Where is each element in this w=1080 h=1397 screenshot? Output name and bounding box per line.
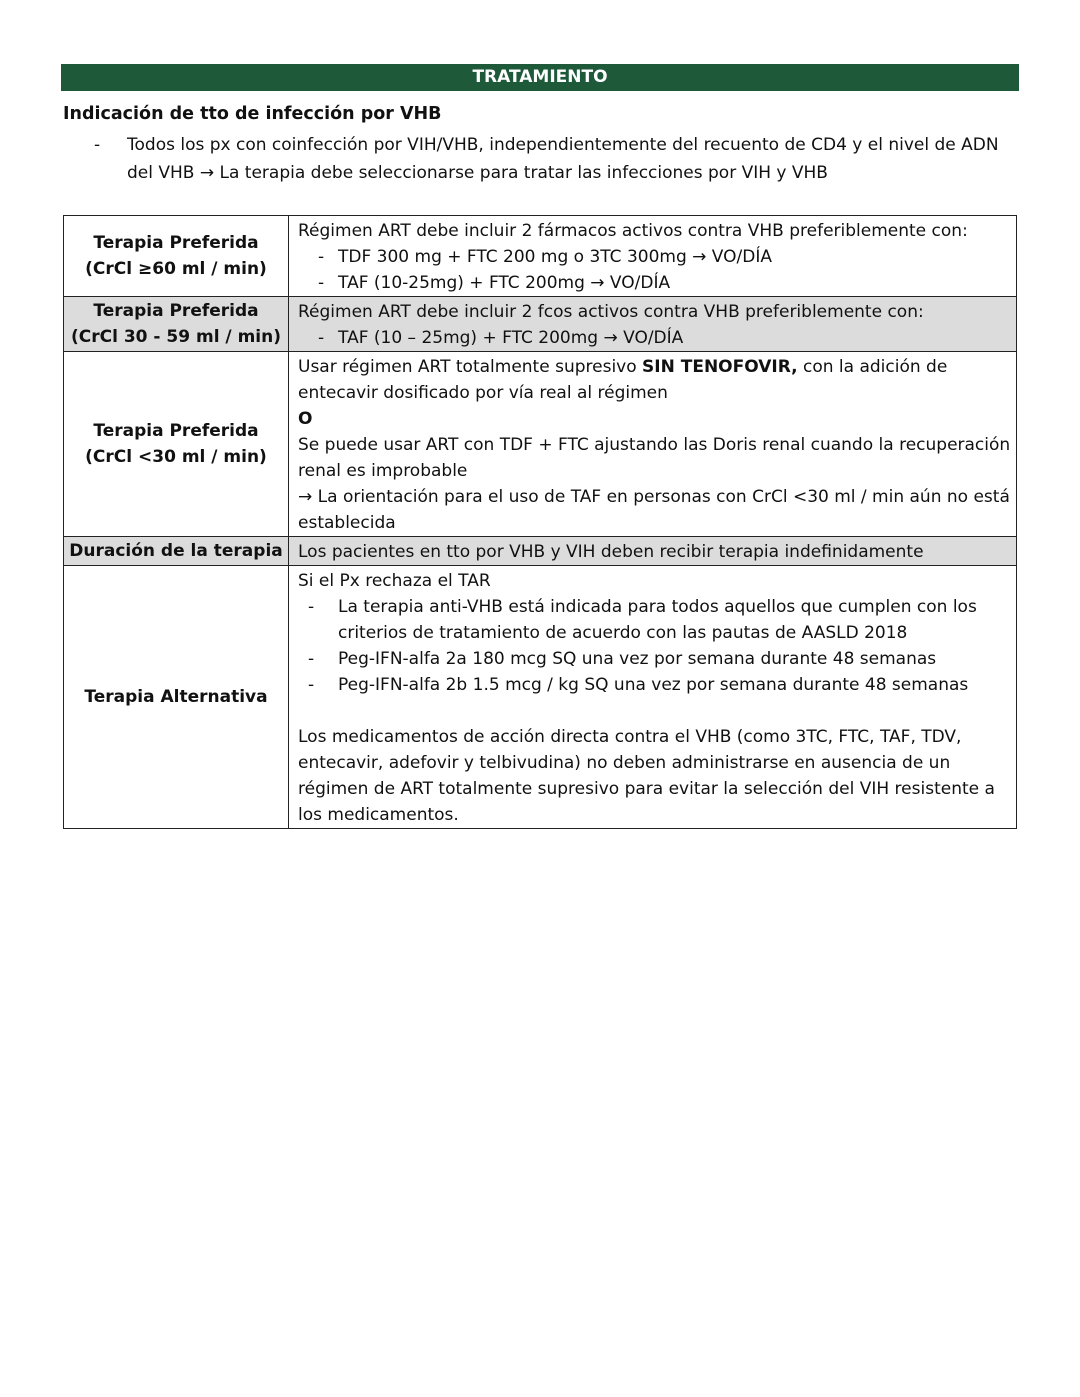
table-row — [64, 297, 1017, 352]
indication-text: Todos los px con coinfección por VIH/VHB, independientemente del recuento de CD4 y el nivel de ADN del VHB → La terapia debe seleccionarse para tratar las infecciones por VIH y VHB — [127, 135, 999, 183]
or-separator: O — [298, 409, 313, 429]
content-intro: Si el Px rechaza el TAR — [298, 571, 491, 591]
bullet-list — [298, 594, 1012, 698]
list-item: - Peg-IFN-alfa 2a 180 mcg SQ una vez por semana durante 48 semanas — [298, 646, 1012, 672]
label-line: (CrCl ≥60 ml / min) — [85, 259, 267, 279]
row-content — [289, 352, 1017, 537]
table-row — [64, 352, 1017, 537]
table-row — [64, 216, 1017, 297]
label-line: (CrCl <30 ml / min) — [85, 447, 267, 467]
treatment-table — [63, 215, 1017, 829]
bullet-list — [298, 244, 1012, 296]
label-line: Terapia Preferida — [93, 233, 259, 253]
indication-bullet — [94, 131, 1024, 187]
row-content — [289, 566, 1017, 829]
row-label: Duración de la terapia — [64, 537, 289, 566]
paragraph: Se puede usar ART con TDF + FTC ajustando las Doris renal cuando la recuperación renal es improbable — [298, 435, 1011, 481]
row-label: Terapia Alternativa — [64, 566, 289, 829]
label-line: (CrCl 30 - 59 ml / min) — [71, 327, 281, 347]
table-row — [64, 566, 1017, 829]
row-label — [64, 297, 289, 352]
list-item: - TAF (10 – 25mg) + FTC 200mg → VO/DÍA — [298, 325, 1012, 351]
section-banner — [61, 64, 1019, 91]
row-content — [289, 297, 1017, 352]
content-intro: Régimen ART debe incluir 2 fcos activos contra VHB preferiblemente con: — [298, 302, 924, 322]
list-item: - Peg-IFN-alfa 2b 1.5 mcg / kg SQ una vez por semana durante 48 semanas — [298, 672, 1012, 698]
indication-heading: Indicación de tto de infección por VHB — [63, 104, 442, 124]
row-label — [64, 216, 289, 297]
bullet-dash: - — [94, 135, 101, 155]
paragraph: Los medicamentos de acción directa contra el VHB (como 3TC, FTC, TAF, TDV, entecavir, adefovir y telbivudina) no deben administrarse en ausencia de un régimen de ART totalmente supresivo para evitar la selección del VIH resistente a los medicamentos. — [298, 727, 995, 825]
row-label — [64, 352, 289, 537]
list-item: - La terapia anti-VHB está indicada para todos aquellos que cumplen con los criterios de tratamiento de acuerdo con las pautas de AASLD 2018 — [298, 594, 1012, 646]
paragraph: → La orientación para el uso de TAF en personas con CrCl <30 ml / min aún no está establecida — [298, 487, 1010, 533]
content-intro: Régimen ART debe incluir 2 fármacos activos contra VHB preferiblemente con: — [298, 221, 968, 241]
label-line: Terapia Preferida — [93, 301, 259, 321]
bullet-list — [298, 325, 1012, 351]
banner-title: TRATAMIENTO — [472, 67, 608, 87]
paragraph: Usar régimen ART totalmente supresivo SIN TENOFOVIR, con la adición de entecavir dosificado por vía real al régimen — [298, 357, 948, 403]
label-line: Terapia Preferida — [93, 421, 259, 441]
bold-text: SIN TENOFOVIR, — [642, 357, 798, 377]
list-item: - TAF (10-25mg) + FTC 200mg → VO/DÍA — [298, 270, 1012, 296]
list-item: - TDF 300 mg + FTC 200 mg o 3TC 300mg → VO/DÍA — [298, 244, 1012, 270]
table-row — [64, 537, 1017, 566]
row-content — [289, 216, 1017, 297]
row-content: Los pacientes en tto por VHB y VIH deben recibir terapia indefinidamente — [289, 537, 1017, 566]
